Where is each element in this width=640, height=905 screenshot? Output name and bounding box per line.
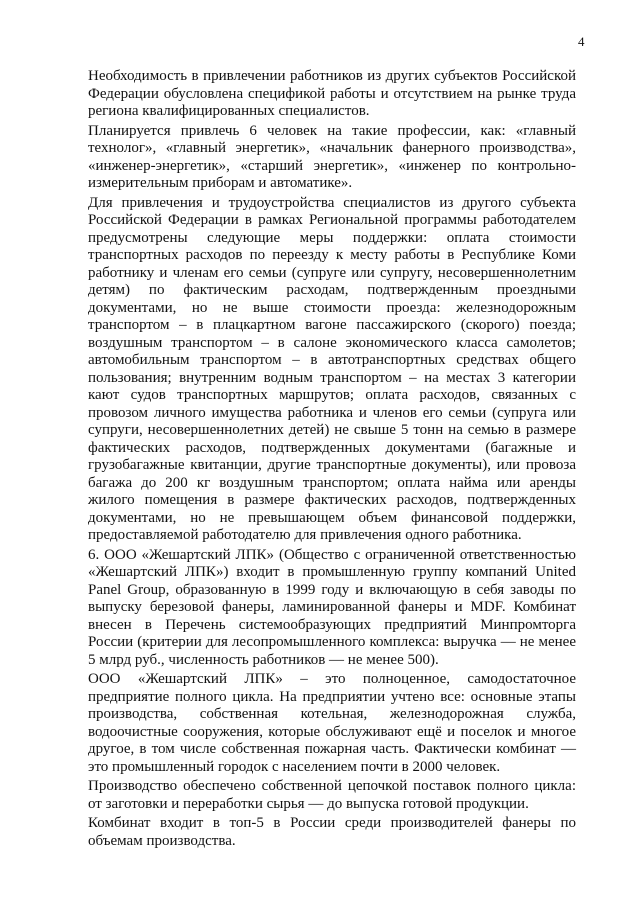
paragraph-support-measures: Для привлечения и трудоустройства специалистов из другого субъекта Российской Федерации в рамках Региональной программы работодателем предусмотрены следующие меры поддержки: оплата стоимости транспортных расходов по переезду к месту работы в Республике Коми работнику и членам его семьи (супруге или супругу, несовершеннолетним детям) по фактическим расходам, подтвержденным проездными документами, но не выше стоимости проезда: железнодорожным транспортом – в плацкартном вагоне пассажирского (скорого) поезда; воздушным транспортом – в салоне экономического класса самолетов; автомобильным транспортом – в автотранспортных средствах общего пользования; внутренним водным транспортом – на местах 3 категории кают судов транспортных маршрутов; оплата расходов, связанных с провозом личного имущества работника и членов его семьи (супруга или супруги, несовершеннолетних детей) не свыше 5 тонн на семью в размере фактических расходов, подтвержденных документами (багажные и грузобагажные квитанции, другие транспортные документы), или провоза багажа до 200 кг воздушным транспортом; оплата найма или аренды жилого помещения в размере фактических расходов, подтвержденных документами, но не превышающем объем финансовой поддержки, предоставляемой работодателю для привлечения одного работника. xyxy=(88,194,576,543)
document-body xyxy=(88,68,576,852)
paragraph-supply-chain: Производство обеспечено собственной цепочкой поставок полного цикла: от заготовки и переработки сырья — до выпуска готовой продукции. xyxy=(88,778,576,812)
paragraph-planned-professions: Планируется привлечь 6 человек на такие профессии, как: «главный технолог», «главный энергетик», «начальник фанерного производства», «инженер-энергетик», «старший энергетик», «инженер по контрольно-измерительным приборам и автоматике». xyxy=(88,122,576,191)
paragraph-company-description: 6. ООО «Жешартский ЛПК» (Общество с ограниченной ответственностью «Жешартский ЛПК») входит в промышленную группу компаний United Panel Group, образованную в 1999 году и включающую в себя заводы по выпуску березовой фанеры, ламинированной фанеры и MDF. Комбинат внесен в Перечень системообразующих предприятий Минпромторга России (критерии для лесопромышленного комплекса: выручка — не менее 5 млрд руб., численность работников — не менее 500). xyxy=(88,546,576,668)
paragraph-top-5-ranking: Комбинат входит в топ-5 в России среди производителей фанеры по объемам производства. xyxy=(88,815,576,849)
paragraph-recruitment-reason: Необходимость в привлечении работников из других субъектов Российской Федерации обусловлена спецификой работы и отсутствием на рынке труда региона квалифицированных специалистов. xyxy=(88,68,576,119)
paragraph-full-cycle-enterprise: ООО «Жешартский ЛПК» – это полноценное, самодостаточное предприятие полного цикла. На предприятии учтено все: основные этапы производства, собственная котельная, железнодорожная служба, водоочистные сооружения, которые обслуживают ещё и поселок и многое другое, в том числе собственная пожарная часть. Фактически комбинат — это промышленный городок с населением почти в 2000 человек. xyxy=(88,671,576,775)
page-number: 4 xyxy=(578,34,585,49)
